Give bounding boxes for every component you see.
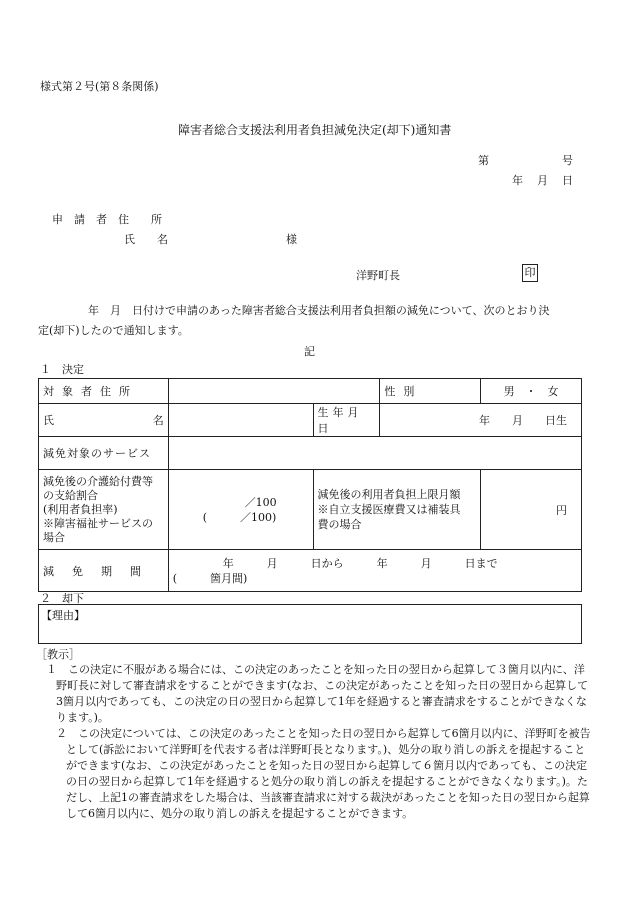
honorific: 様 — [286, 233, 297, 246]
issuer-name: 洋野町長 — [356, 269, 400, 282]
instruction-item-2: ２ この決定については、この決定のあったことを知った日の翌日から起算して6箇月以内に、洋野町を被告として(訴訟において洋野町を代表する者は洋野町長となります。)、処分の取り消しの訴えを提起することができます(なお、この決定があったことを知った日の翌日から起算して６箇月以内であっても、この決定の日の翌日から起算して1年を経過すると処分の取り消しの訴えを提起することができなくなります。)。ただし、上記1の審査請求をした場合は、当該審査請求に対する裁決があったことを知った日の翌日から起算して6箇月以内に、処分の取り消しの訴えを提起することができます。 — [56, 727, 591, 820]
applicant-name-label: 氏 名 — [124, 233, 168, 246]
address-label: 対象者住所 — [39, 379, 169, 404]
address-value — [168, 379, 380, 404]
reason-box — [38, 604, 582, 644]
date-year: 年 — [512, 174, 523, 187]
limit-label — [313, 470, 481, 550]
birth-label — [313, 404, 380, 437]
ratio-label-1: 減免後の介護給付費等 — [43, 474, 153, 488]
intro-line-2: 定(却下)したので通知します。 — [38, 324, 189, 337]
ratio-label-2: の支給割合 — [43, 488, 98, 502]
reason-label: 【理由】 — [41, 609, 85, 622]
applicant-address-label: 申 請 者 住 所 — [52, 213, 162, 226]
period-line-2: ( 箇月間) — [172, 571, 248, 585]
ratio-value — [168, 470, 313, 550]
seal-mark: 印 — [522, 264, 538, 282]
document-title: 障害者総合支援法利用者負担減免決定(却下)通知書 — [178, 123, 452, 137]
doc-number-suffix: 号 — [562, 154, 573, 167]
instruction-heading: ［教示］ — [36, 648, 80, 661]
name-label-a: 氏 — [43, 414, 54, 427]
intro-line-1: 年 月 日付けで申請のあった障害者総合支援法利用者負担額の減免について、次のとおり決 — [88, 304, 550, 317]
limit-value: 円 — [481, 470, 582, 550]
service-value — [168, 437, 581, 470]
period-value — [168, 550, 581, 592]
period-label: 減免期間 — [39, 550, 169, 592]
row-address — [39, 379, 582, 404]
service-label: 減免対象のサービス — [39, 437, 169, 470]
doc-number-prefix: 第 — [478, 154, 489, 167]
rejection-section-title: ２ 却下 — [40, 592, 84, 605]
name-value — [168, 404, 313, 437]
date-month: 月 — [537, 174, 548, 187]
birth-value: 年 月 日生 — [380, 404, 582, 437]
row-period — [39, 550, 582, 592]
name-label — [39, 404, 169, 437]
instruction-item-1: １ この決定に不服がある場合には、この決定のあったことを知った日の翌日から起算して３箇月以内に、洋野町長に対して審査請求をすることができます(なお、この決定があったことを知った日の翌日から起算して3箇月以内であっても、この決定の日の翌日から起算して1年を経過すると審査請求をすることができなくなります。)。 — [46, 663, 589, 724]
ratio-label-4: ※障害福祉サービスの — [43, 516, 153, 530]
ki-marker: 記 — [304, 345, 315, 358]
date-day: 日 — [562, 174, 573, 187]
ratio-label — [39, 470, 169, 550]
sex-label-text: 性別 — [384, 385, 423, 398]
sex-label — [380, 379, 481, 404]
ratio-value-2: ( ／100) — [202, 510, 277, 524]
limit-label-2: ※自立支援医療費又は補装具 — [317, 503, 461, 516]
period-line-1: 年 月 日から 年 月 日まで — [222, 556, 498, 570]
decision-table — [38, 378, 582, 592]
row-service — [39, 437, 582, 470]
sex-options: 男 ・ 女 — [481, 379, 582, 404]
birth-label-text: 生年月日 — [317, 406, 363, 435]
limit-label-3: 費の場合 — [317, 518, 362, 531]
row-name — [39, 404, 582, 437]
limit-label-1: 減免後の利用者負担上限月額 — [317, 488, 461, 501]
name-label-b: 名 — [152, 414, 164, 427]
ratio-value-1: ／100 — [244, 495, 277, 509]
form-number: 様式第２号(第８条関係) — [40, 80, 159, 93]
ratio-label-3: (利用者負担率) — [43, 502, 118, 516]
ratio-label-5: 場合 — [43, 530, 65, 544]
decision-section-title: １ 決定 — [40, 363, 84, 376]
row-ratio — [39, 470, 582, 550]
